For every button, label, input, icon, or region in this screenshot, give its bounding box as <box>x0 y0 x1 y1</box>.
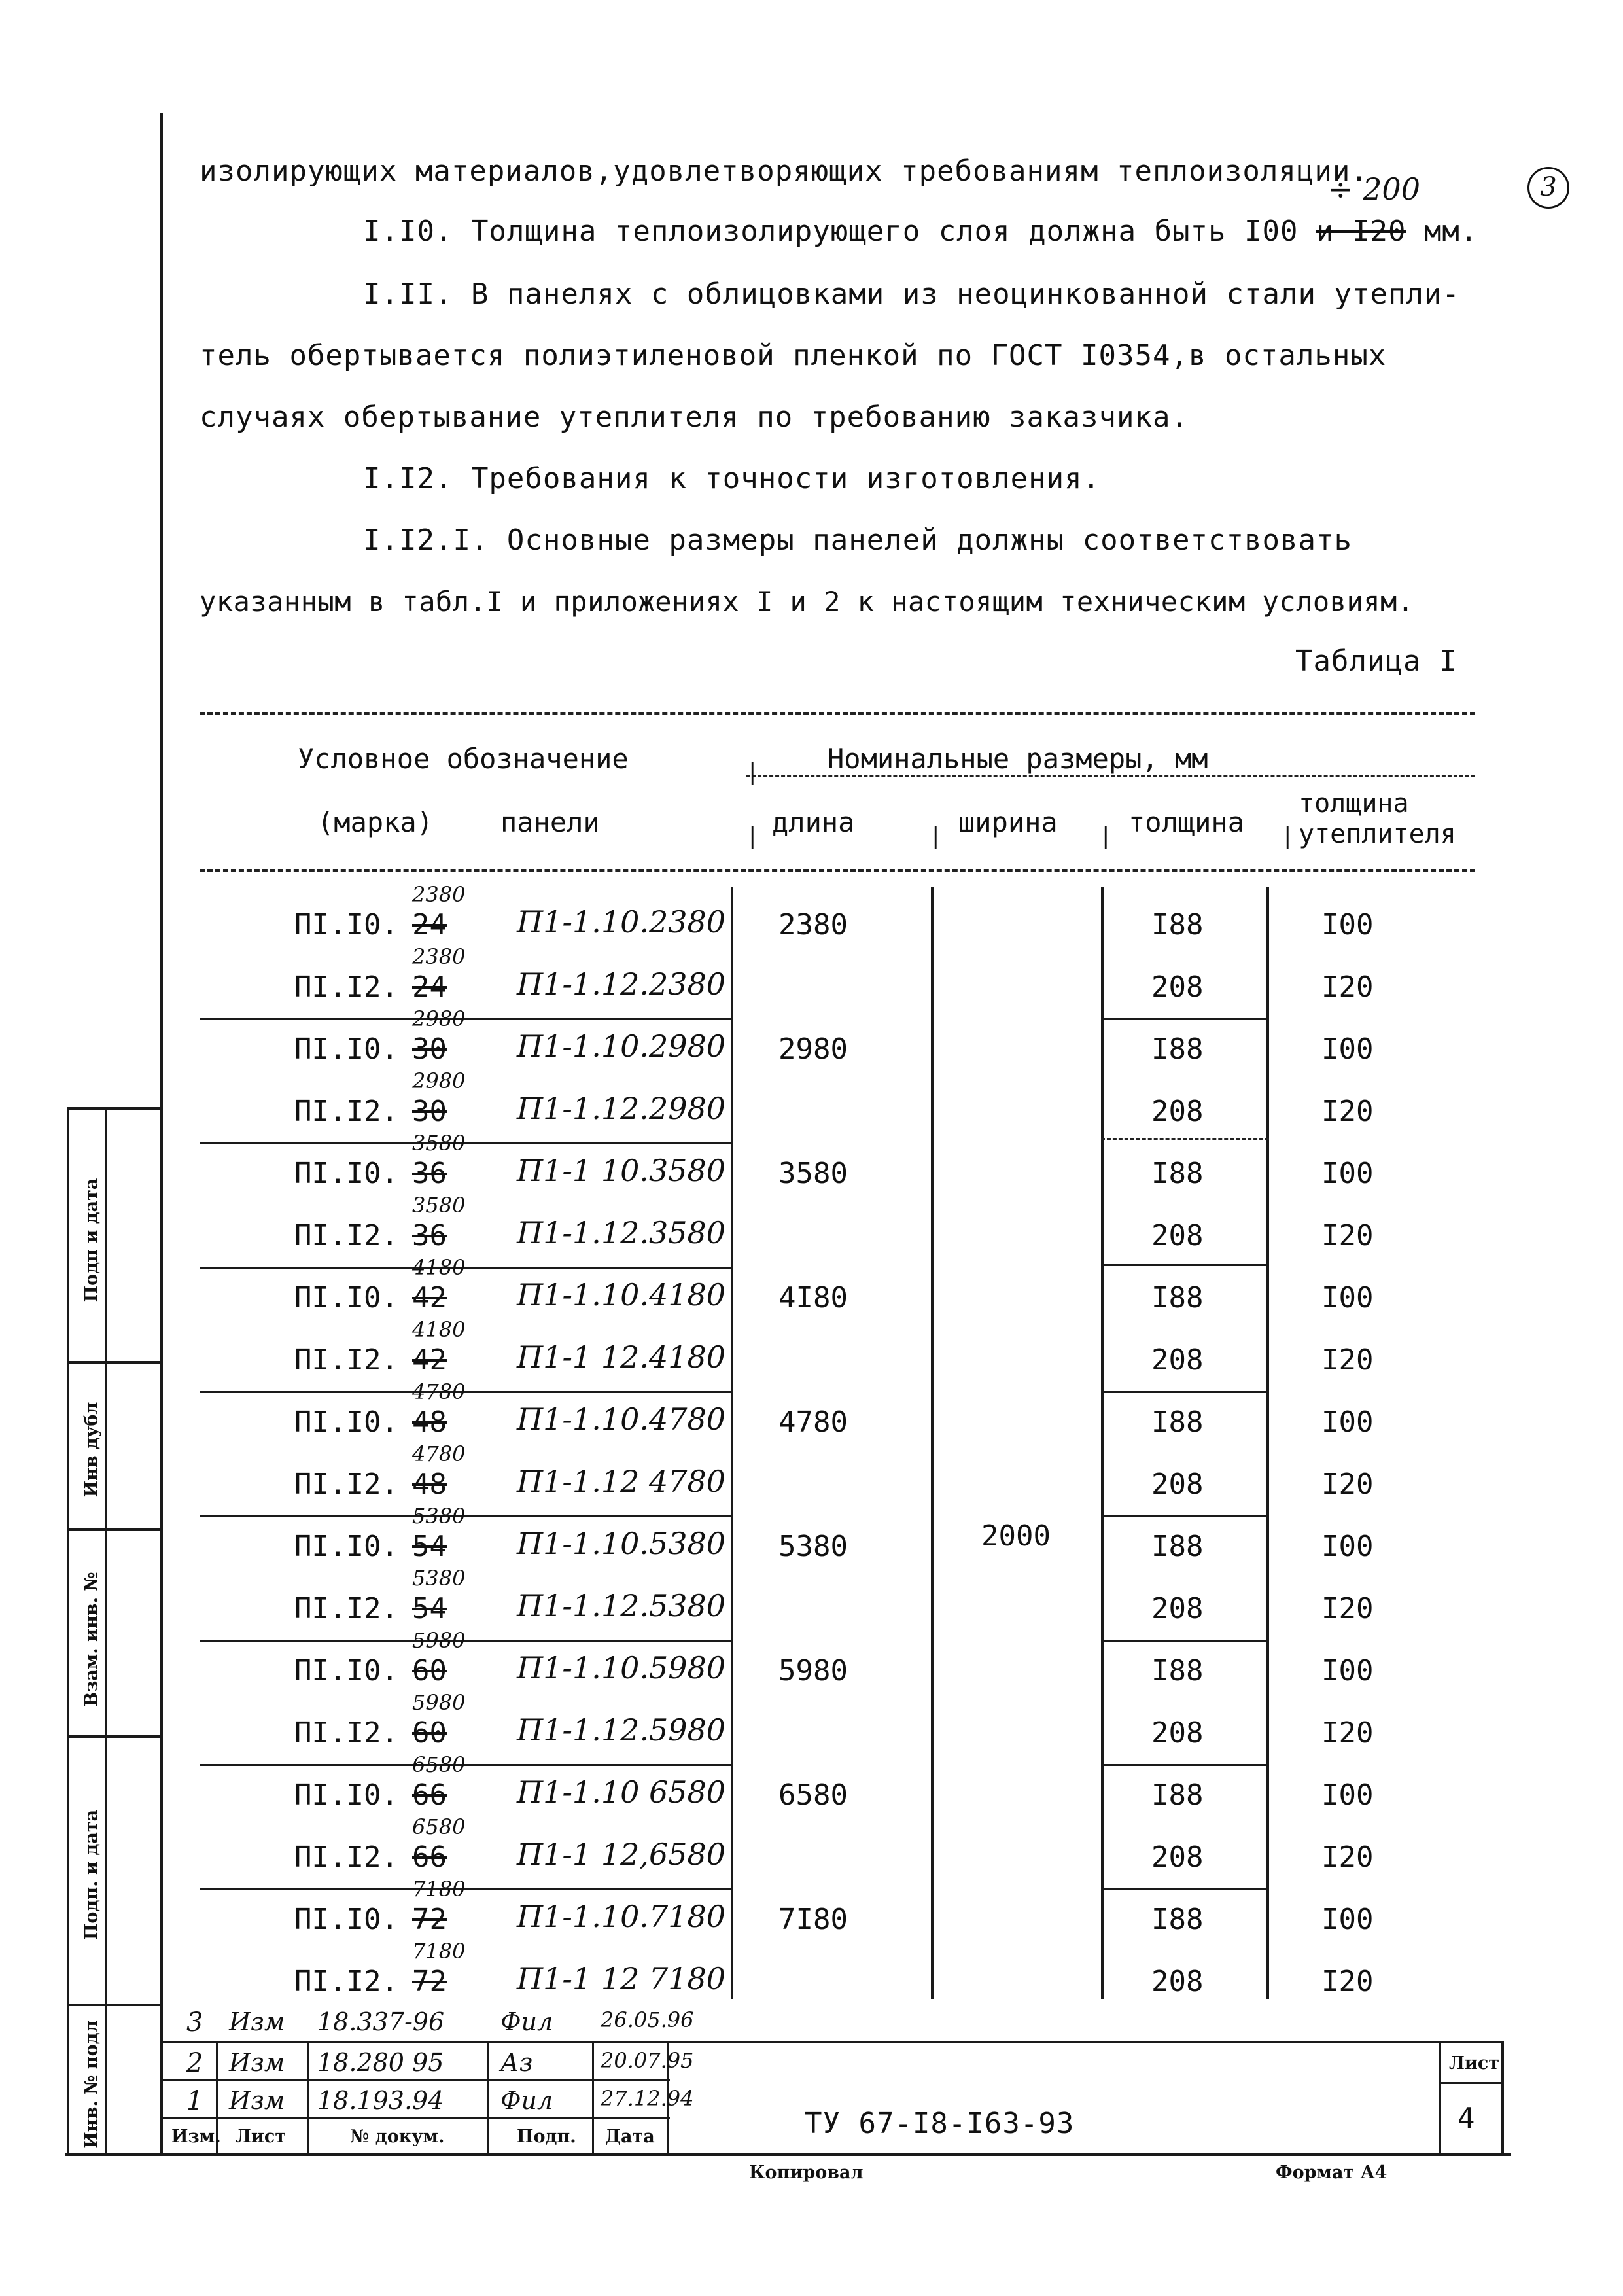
row-length: 7I80 <box>778 1903 848 1936</box>
row-mark-new-suffix: 4180 <box>412 1317 466 1342</box>
row-mark-new-suffix: 2380 <box>412 882 466 907</box>
row-insulation: I00 <box>1321 1405 1374 1439</box>
row-thickness: I88 <box>1151 1530 1204 1563</box>
header-insulation-line1: толщина <box>1299 788 1409 819</box>
change-date: 26.05.96 <box>601 2007 694 2032</box>
row-handwritten-mark: П1-1.12.3580 <box>517 1215 726 1250</box>
footer-format: Формат А4 <box>1276 2163 1387 2183</box>
row-handwritten-mark: П1-1.12.5380 <box>517 1588 726 1623</box>
paragraph-1-12-1-line2: указанным в табл.I и приложениях I и 2 к настоящим техническим условиям. <box>200 586 1414 618</box>
row-insulation: I00 <box>1321 908 1374 942</box>
header-designation-mark: (марка) <box>317 806 434 838</box>
header-width: ширина <box>958 806 1058 838</box>
change-list: Изм <box>229 2086 285 2115</box>
row-mark-new-suffix: 5380 <box>412 1504 466 1528</box>
header-insulation-line2: утеплителя <box>1299 819 1456 849</box>
row-length: 2380 <box>778 908 848 942</box>
row-mark-new-suffix: 7180 <box>412 1877 466 1901</box>
title-col-3 <box>487 2041 489 2154</box>
circled-number-text: 3 <box>1540 172 1557 202</box>
row-mark-old-suffix: 42 <box>412 1343 447 1377</box>
group-sep-6b <box>1101 1640 1269 1642</box>
change-signature: Фил <box>500 2007 553 2036</box>
row-mark-new-suffix: 5980 <box>412 1690 466 1715</box>
row-mark: ПI.I2. <box>294 1965 398 1998</box>
row-mark-old-suffix: 36 <box>412 1157 447 1190</box>
group-sep-2b <box>1101 1138 1269 1140</box>
group-sep-4b <box>1101 1391 1269 1393</box>
title-block-top <box>160 2041 1504 2043</box>
row-insulation: I20 <box>1321 1343 1374 1377</box>
header-designation-line1: Условное обозначение <box>298 743 629 775</box>
row-thickness: 208 <box>1151 1343 1204 1377</box>
row-mark-old-suffix: 72 <box>412 1965 447 1998</box>
col-doc-label: № докум. <box>350 2127 445 2147</box>
row-thickness: 208 <box>1151 1592 1204 1625</box>
row-mark: ПI.I0. <box>294 1530 398 1563</box>
row-mark: ПI.I2. <box>294 1468 398 1501</box>
row-mark: ПI.I2. <box>294 1219 398 1252</box>
row-thickness: I88 <box>1151 1654 1204 1687</box>
stamp-podp-data-2: Подп. и дата <box>81 1809 102 1941</box>
row-insulation: I20 <box>1321 1965 1374 1998</box>
row-handwritten-mark: П1-1.10.5380 <box>517 1526 726 1561</box>
row-length: 2980 <box>778 1033 848 1066</box>
col-izm-label: Изм. <box>171 2127 221 2147</box>
change-list: Изм <box>229 2048 285 2077</box>
paragraph-1-10-end: мм. <box>1406 215 1478 248</box>
change-signature: Фил <box>500 2086 553 2115</box>
row-mark-new-suffix: 7180 <box>412 1939 466 1964</box>
col-line-insulation <box>1266 887 1269 1999</box>
row-mark-new-suffix: 4180 <box>412 1255 466 1280</box>
title-sheet-left <box>1439 2041 1441 2154</box>
header-tick-2: | <box>746 823 759 849</box>
group-sep-3b <box>1101 1264 1269 1266</box>
row-insulation: I00 <box>1321 1778 1374 1812</box>
row-mark-old-suffix: 66 <box>412 1778 447 1812</box>
header-designation-panel: панели <box>500 806 600 838</box>
row-mark-old-suffix: 60 <box>412 1654 447 1687</box>
document-code: ТУ 67-I8-I63-93 <box>805 2107 1075 2140</box>
row-thickness: I88 <box>1151 1033 1204 1066</box>
paragraph-1-12: I.I2. Требования к точности изготовления. <box>363 462 1101 495</box>
stamp-row-2 <box>67 1361 162 1364</box>
row-mark: ПI.I0. <box>294 1778 398 1812</box>
stamp-vzam-inv: Взам. инв. № <box>81 1572 102 1707</box>
change-date: 27.12.94 <box>601 2086 694 2111</box>
row-handwritten-mark: П1-1 12,6580 <box>517 1837 726 1872</box>
change-signature: Аз <box>500 2048 533 2077</box>
width-value: 2000 <box>981 1519 1051 1553</box>
row-mark-new-suffix: 2980 <box>412 1006 466 1031</box>
row-handwritten-mark: П1-1.10.2980 <box>517 1029 726 1064</box>
sheet-label: Лист <box>1449 2053 1500 2074</box>
row-mark-old-suffix: 54 <box>412 1592 447 1625</box>
row-thickness: I88 <box>1151 908 1204 942</box>
row-handwritten-mark: П1-1.10.2380 <box>517 904 726 940</box>
row-handwritten-mark: П1-1.12.5980 <box>517 1712 726 1748</box>
row-insulation: I20 <box>1321 1716 1374 1750</box>
footer-copied: Копировал <box>749 2163 864 2183</box>
row-length: 5980 <box>778 1654 848 1687</box>
group-sep-7b <box>1101 1764 1269 1766</box>
row-insulation: I20 <box>1321 1219 1374 1252</box>
group-sep-1b <box>1101 1018 1269 1020</box>
row-handwritten-mark: П1-1.12 4780 <box>517 1464 726 1499</box>
paragraph-1-10-struck: и I20 <box>1316 215 1406 248</box>
row-insulation: I00 <box>1321 1033 1374 1066</box>
row-mark-new-suffix: 3580 <box>412 1193 466 1218</box>
stamp-podp-data-1: Подп и дата <box>81 1178 102 1303</box>
paragraph-1-11-line2: тель обертывается полиэтиленовой пленкой по ГОСТ I0354,в остальных <box>200 339 1387 372</box>
row-handwritten-mark: П1-1 12.4180 <box>517 1339 726 1375</box>
row-length: 5380 <box>778 1530 848 1563</box>
change-izm-number: 1 <box>186 2086 203 2116</box>
change-list: Изм <box>229 2007 285 2036</box>
row-mark-new-suffix: 6580 <box>412 1814 466 1839</box>
col-podp-label: Подп. <box>517 2127 576 2147</box>
stamp-strip-left-edge <box>67 1107 69 2154</box>
row-insulation: I00 <box>1321 1281 1374 1315</box>
table-header-bottom-rule <box>200 869 1475 872</box>
row-mark: ПI.I0. <box>294 1903 398 1936</box>
paragraph-1-10-start: I.I0. Толщина теплоизолирующего слоя должна быть I00 <box>363 215 1316 248</box>
row-insulation: I00 <box>1321 1654 1374 1687</box>
row-length: 4780 <box>778 1405 848 1439</box>
paragraph-1-10 <box>363 215 1478 248</box>
row-handwritten-mark: П1-1.10.7180 <box>517 1899 726 1934</box>
row-thickness: 208 <box>1151 1965 1204 1998</box>
header-thickness: толщина <box>1128 806 1245 838</box>
row-mark-new-suffix: 2380 <box>412 944 466 969</box>
row-insulation: I20 <box>1321 970 1374 1004</box>
row-thickness: I88 <box>1151 1778 1204 1812</box>
row-mark-new-suffix: 5380 <box>412 1566 466 1591</box>
stamp-inv-podl: Инв. № подл <box>81 2020 102 2149</box>
change-izm-number: 3 <box>186 2007 203 2038</box>
change-date: 20.07.95 <box>601 2048 694 2073</box>
header-nominal-sizes: Номинальные размеры, мм <box>828 743 1208 775</box>
row-mark: ПI.I0. <box>294 1157 398 1190</box>
row-handwritten-mark: П1-1 10.3580 <box>517 1153 726 1188</box>
row-mark-old-suffix: 72 <box>412 1903 447 1936</box>
row-mark-old-suffix: 66 <box>412 1841 447 1874</box>
col-date-label: Дата <box>605 2127 655 2147</box>
row-mark-old-suffix: 36 <box>412 1219 447 1252</box>
row-length: 3580 <box>778 1157 848 1190</box>
row-mark: ПI.I0. <box>294 1405 398 1439</box>
row-handwritten-mark: П1-1.12.2380 <box>517 966 726 1002</box>
row-thickness: 208 <box>1151 970 1204 1004</box>
handwritten-correction-200: ÷ 200 <box>1328 171 1420 207</box>
row-insulation: I20 <box>1321 1095 1374 1128</box>
row-length: 6580 <box>778 1778 848 1812</box>
title-col-2 <box>307 2041 309 2154</box>
row-thickness: I88 <box>1151 1405 1204 1439</box>
table-top-rule <box>200 712 1475 715</box>
col-line-thickness <box>1101 887 1104 1999</box>
row-mark-new-suffix: 6580 <box>412 1752 466 1777</box>
row-mark-old-suffix: 42 <box>412 1281 447 1315</box>
row-mark-new-suffix: 2980 <box>412 1069 466 1093</box>
col-line-length <box>731 887 733 1999</box>
row-thickness: I88 <box>1151 1157 1204 1190</box>
row-handwritten-mark: П1-1 12 7180 <box>517 1961 726 1996</box>
row-handwritten-mark: П1-1.10.4180 <box>517 1277 726 1313</box>
paragraph-1-11-line1: I.II. В панелях с облицовками из неоцинкованной стали утепли- <box>363 277 1460 311</box>
frame-bottom-border <box>65 2153 1511 2156</box>
stamp-row-4 <box>67 1735 162 1738</box>
row-mark-new-suffix: 3580 <box>412 1131 466 1156</box>
stamp-row-1 <box>67 1107 162 1110</box>
row-insulation: I20 <box>1321 1468 1374 1501</box>
row-mark: ПI.I0. <box>294 1033 398 1066</box>
row-mark: ПI.I2. <box>294 1716 398 1750</box>
row-mark-new-suffix: 4780 <box>412 1441 466 1466</box>
row-mark-old-suffix: 60 <box>412 1716 447 1750</box>
row-handwritten-mark: П1-1.12.2980 <box>517 1091 726 1126</box>
row-thickness: I88 <box>1151 1903 1204 1936</box>
stamp-row-3 <box>67 1528 162 1531</box>
group-sep-5b <box>1101 1515 1269 1517</box>
stamp-strip-right-edge <box>160 1107 163 2154</box>
row-insulation: I20 <box>1321 1592 1374 1625</box>
row-mark: ПI.I2. <box>294 1592 398 1625</box>
frame-right-tick <box>1501 2041 1504 2154</box>
header-tick-1: | <box>746 759 759 785</box>
row-insulation: I20 <box>1321 1841 1374 1874</box>
title-sheet-mid <box>1439 2082 1504 2084</box>
row-handwritten-mark: П1-1.10 6580 <box>517 1775 726 1810</box>
row-thickness: 208 <box>1151 1468 1204 1501</box>
header-tick-3: | <box>929 823 943 849</box>
row-mark: ПI.I0. <box>294 1654 398 1687</box>
circled-number <box>1527 167 1569 209</box>
change-izm-number: 2 <box>186 2048 203 2078</box>
table-caption: Таблица I <box>1295 645 1457 678</box>
paragraph-insulating-materials: изолирующих материалов,удовлетворяющих требованиям теплоизоляции. <box>200 154 1369 188</box>
row-mark-old-suffix: 54 <box>412 1530 447 1563</box>
change-doc-number: 18.337-96 <box>317 2007 445 2036</box>
col-list-label: Лист <box>236 2127 287 2147</box>
row-mark-old-suffix: 48 <box>412 1468 447 1501</box>
row-handwritten-mark: П1-1.10.4780 <box>517 1402 726 1437</box>
paragraph-1-12-1-line1: I.I2.I. Основные размеры панелей должны соответствовать <box>363 523 1352 557</box>
row-thickness: 208 <box>1151 1095 1204 1128</box>
col-line-width <box>931 887 934 1999</box>
paragraph-1-11-line3: случаях обертывание утеплителя по требованию заказчика. <box>200 400 1189 434</box>
row-mark: ПI.I0. <box>294 908 398 942</box>
row-thickness: 208 <box>1151 1219 1204 1252</box>
row-mark-old-suffix: 48 <box>412 1405 447 1439</box>
header-nominal-rule <box>746 775 1475 777</box>
row-insulation: I00 <box>1321 1903 1374 1936</box>
row-mark-new-suffix: 5980 <box>412 1628 466 1653</box>
row-mark-old-suffix: 30 <box>412 1095 447 1128</box>
header-length: длина <box>772 806 855 838</box>
row-mark-old-suffix: 24 <box>412 970 447 1004</box>
row-length: 4I80 <box>778 1281 848 1315</box>
sheet-number: 4 <box>1457 2102 1476 2135</box>
title-col-4 <box>592 2041 594 2154</box>
header-tick-5: | <box>1281 823 1295 849</box>
row-thickness: I88 <box>1151 1281 1204 1315</box>
row-mark: ПI.I2. <box>294 970 398 1004</box>
row-mark-old-suffix: 30 <box>412 1033 447 1066</box>
row-mark-old-suffix: 24 <box>412 908 447 942</box>
row-mark: ПI.I2. <box>294 1095 398 1128</box>
stamp-strip-mid <box>105 1107 107 2154</box>
row-insulation: I00 <box>1321 1157 1374 1190</box>
row-thickness: 208 <box>1151 1716 1204 1750</box>
row-thickness: 208 <box>1151 1841 1204 1874</box>
row-handwritten-mark: П1-1.10.5980 <box>517 1650 726 1686</box>
change-doc-number: 18.280 95 <box>317 2048 444 2077</box>
stamp-inv-dubl: Инв дубл <box>81 1402 102 1498</box>
row-mark: ПI.I2. <box>294 1841 398 1874</box>
row-insulation: I00 <box>1321 1530 1374 1563</box>
row-mark: ПI.I0. <box>294 1281 398 1315</box>
change-doc-number: 18.193.94 <box>317 2086 444 2115</box>
row-mark-new-suffix: 4780 <box>412 1379 466 1404</box>
row-mark: ПI.I2. <box>294 1343 398 1377</box>
header-tick-4: | <box>1099 823 1113 849</box>
group-sep-8b <box>1101 1888 1269 1890</box>
